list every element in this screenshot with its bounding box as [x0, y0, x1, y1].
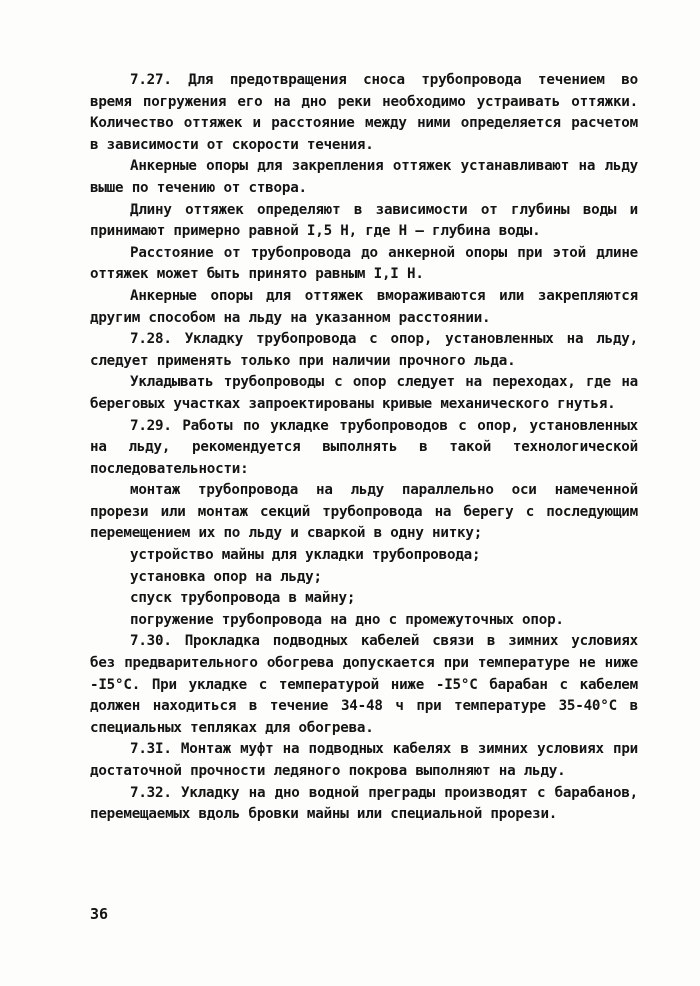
- paragraph-anchor-distance: Расстояние от трубопровода до анкерной опоры при этой длине оттяжек может быть принято равным I,I Н.: [90, 244, 638, 283]
- list-item-sinking: погружение трубопровода на дно с промежуточных опор.: [130, 611, 564, 628]
- paragraph-7-30: 7.30. Прокладка подводных кабелей связи в зимних условиях без предварительного обогрева допускается при температуре не ниже -I5°С. При укладке с температурой ниже -I5°С барабан с кабелем должен находиться в течение 34-48 ч при температуре 35-40°С в специальных тепляках для обогрева.: [90, 633, 638, 736]
- body-text: [90, 70, 638, 826]
- page-number: 36: [90, 905, 109, 923]
- list-item-lowering: спуск трубопровода в майну;: [130, 590, 356, 607]
- list-item-ice-hole: устройство майны для укладки трубопровода;: [130, 547, 481, 564]
- paragraph-anchor-freezing: Анкерные опоры для оттяжек вмораживаются или закрепляются другим способом на льду на указанном расстоянии.: [90, 287, 638, 326]
- paragraph-7-31: 7.3I. Монтаж муфт на подводных кабелях в зимних условиях при достаточной прочности ледяного покрова выполняют на льду.: [90, 741, 638, 779]
- paragraph-guy-length: Длину оттяжек определяют в зависимости от глубины воды и принимают примерно равной I,5 Н, где Н – глубина воды.: [90, 201, 638, 240]
- paragraph-anchor-supports: Анкерные опоры для закрепления оттяжек устанавливают на льду выше по течению от створа.: [90, 158, 638, 196]
- paragraph-7-32: 7.32. Укладку на дно водной преграды производят с барабанов, перемещаемых вдоль бровки майны или специальной прорези.: [90, 784, 638, 823]
- paragraph-7-29: 7.29. Работы по укладке трубопроводов с опор, установленных на льду, рекомендуется выполнять в такой технологической последовательности:: [90, 417, 638, 477]
- paragraph-7-28: 7.28. Укладку трубопровода с опор, установленных на льду, следует применять только при наличии прочного льда.: [90, 331, 638, 369]
- paragraph-7-27: 7.27. Для предотвращения сноса трубопровода течением во время погружения его на дно реки необходимо устраивать оттяжки. Количество оттяжек и расстояние между ними определяется расчетом в зависимости от скорости течения.: [90, 72, 638, 153]
- paragraph-crossings: Укладывать трубопроводы с опор следует на переходах, где на береговых участках запроектированы кривые механического гнутья.: [90, 374, 638, 412]
- list-item-assembly: монтаж трубопровода на льду параллельно оси намеченной прорези или монтаж секций трубопровода на берегу с последующим перемещением их по льду и сваркой в одну нитку;: [90, 482, 638, 542]
- list-item-supports: установка опор на льду;: [130, 568, 322, 585]
